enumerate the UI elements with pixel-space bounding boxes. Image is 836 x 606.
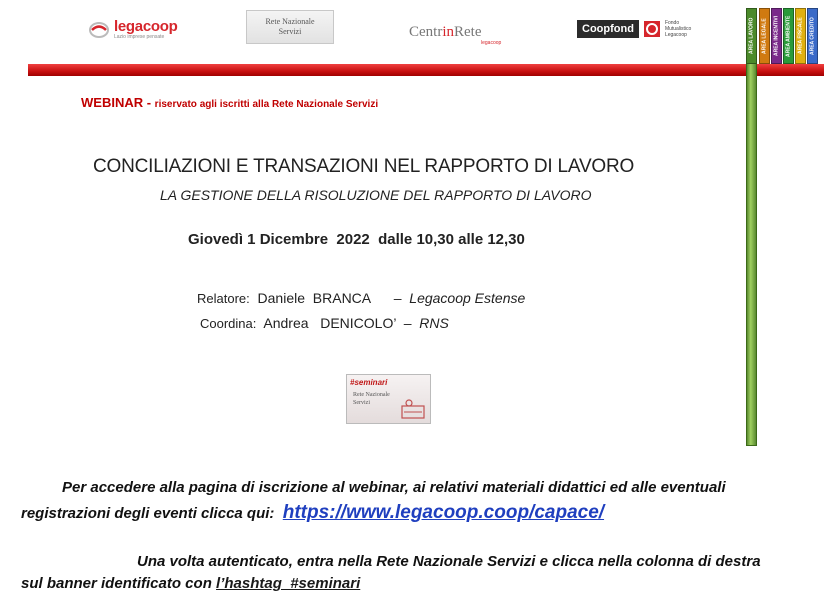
centrinrete-prefix: Centr	[409, 24, 443, 40]
coopfond-sub3: Legacoop	[664, 32, 687, 38]
coopfond-sub1: Fondo	[664, 20, 680, 26]
coopfond-logo	[577, 20, 691, 38]
webinar-detail: riservato agli iscritti alla Rete Nazionale Servizi	[154, 99, 379, 110]
seminari-rns-line2: Servizi	[353, 400, 370, 406]
speaker-org: Legacoop Estense	[409, 290, 526, 306]
rns-logo	[246, 10, 334, 44]
speaker-label: Relatore:	[197, 291, 250, 306]
coopfond-sub2: Mutualistico	[664, 26, 692, 32]
legacoop-tagline: Lazio imprese pensate	[114, 34, 165, 40]
seminari-tag: #seminari	[350, 378, 388, 387]
seminari-rns-text	[353, 391, 390, 407]
instructions-line4	[21, 575, 360, 592]
centrinrete-logo	[409, 24, 482, 41]
seminari-banner[interactable]	[346, 374, 431, 424]
seminari-rns-line1: Rete Nazionale	[353, 392, 390, 398]
coopfond-name: Coopfond	[577, 20, 639, 38]
area-tab-incentivi[interactable]: AREA INCENTIVI	[771, 8, 782, 64]
moderator-dash: –	[403, 315, 412, 331]
legacoop-symbol-icon	[88, 21, 110, 39]
speaker-line	[197, 290, 525, 306]
event-date: Giovedì 1 Dicembre 2022 dalle 10,30 alle 12,30	[188, 231, 525, 248]
right-column-bar	[746, 8, 757, 446]
instructions-line2-text: registrazioni degli eventi clicca qui:	[21, 505, 283, 522]
coopfond-symbol-icon	[643, 20, 661, 38]
webinar-heading	[81, 95, 378, 110]
centrinrete-sub: legacoop	[481, 40, 502, 46]
hashtag-seminari: l’hashtag #seminari	[216, 575, 361, 592]
area-tab-ambiente[interactable]: AREA AMBIENTE	[783, 8, 794, 64]
moderator-name: Andrea DENICOLO’	[263, 315, 396, 331]
moderator-org: RNS	[419, 315, 449, 331]
area-tab-legale[interactable]: AREA LEGALE	[759, 8, 770, 64]
event-title: CONCILIAZIONI E TRANSAZIONI NEL RAPPORTO DI LAVORO	[93, 156, 635, 177]
speaker-dash: –	[393, 290, 402, 306]
area-tab-fiscale[interactable]: AREA FISCALE	[795, 8, 806, 64]
legacoop-logo	[88, 20, 177, 40]
moderator-line	[200, 315, 449, 331]
centrinrete-accent: in	[442, 24, 454, 40]
moderator-label: Coordina:	[200, 316, 257, 331]
instructions-line1: Per accedere alla pagina di iscrizione al webinar, ai relativi materiali didattici ed alle eventuali	[62, 479, 726, 496]
rns-logo-line1: Rete Nazionale	[265, 17, 315, 26]
area-tab-lavoro[interactable]: AREA LAVORO	[746, 8, 757, 64]
legacoop-name: legacoop	[114, 18, 178, 35]
instructions-line4-text: sul banner identificato con	[21, 575, 217, 592]
centrinrete-suffix: Rete	[454, 24, 482, 40]
event-subtitle: LA GESTIONE DELLA RISOLUZIONE DEL RAPPORTO DI LAVORO	[160, 187, 592, 203]
classroom-illustration-icon	[400, 398, 426, 420]
instructions-line2	[21, 502, 604, 524]
webinar-label: WEBINAR -	[81, 95, 155, 110]
header-red-band	[28, 64, 824, 76]
capace-link[interactable]: https://www.legacoop.coop/capace/	[282, 502, 605, 523]
rns-logo-line2: Servizi	[278, 27, 302, 36]
area-tab-credito[interactable]: AREA CREDITO	[807, 8, 818, 64]
instructions-line3: Una volta autenticato, entra nella Rete Nazionale Servizi e clicca nella colonna di destra	[137, 553, 761, 570]
speaker-name: Daniele BRANCA	[257, 290, 371, 306]
